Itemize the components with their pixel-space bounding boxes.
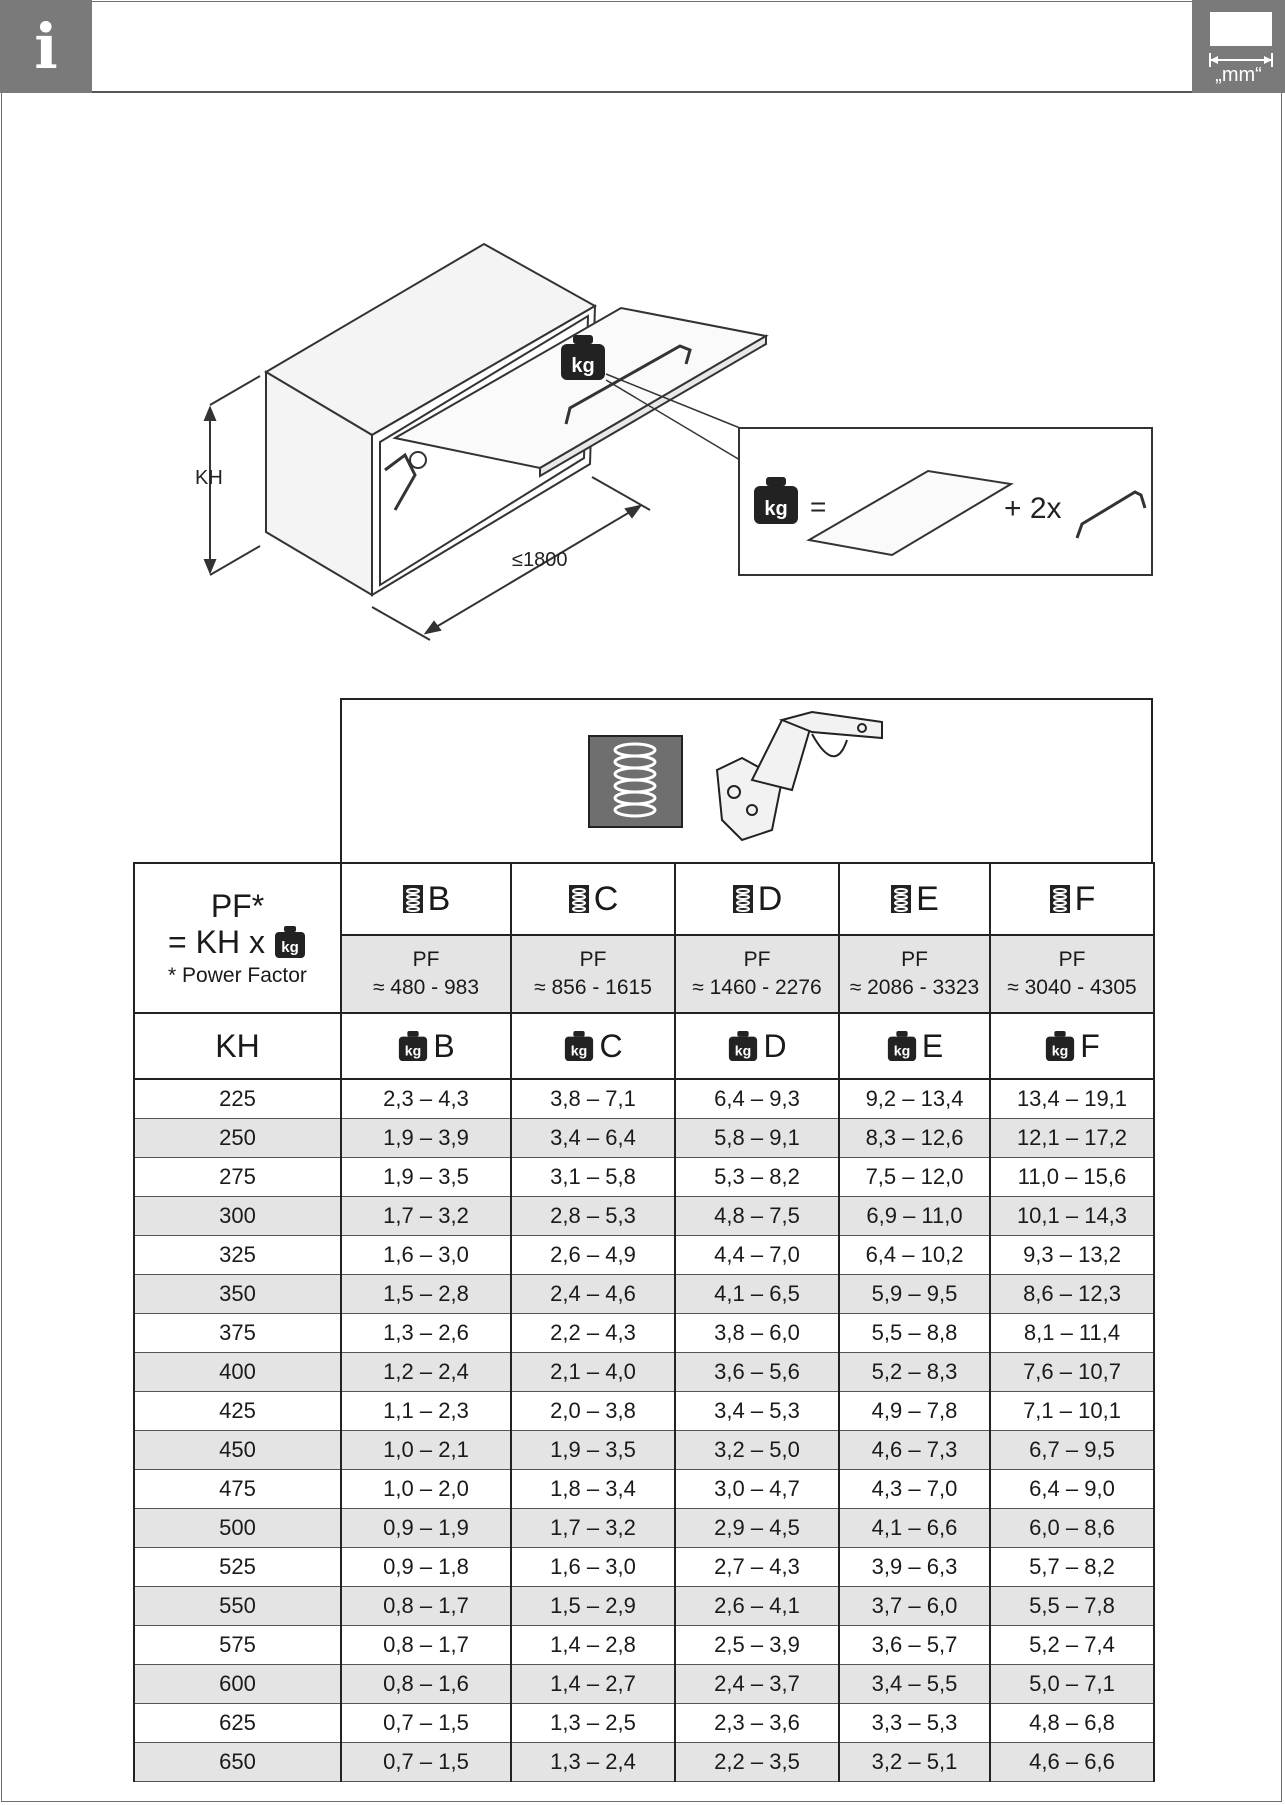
weight-range-cell: 7,5 – 12,0 (839, 1157, 990, 1196)
weight-range-cell: 1,3 – 2,6 (341, 1313, 511, 1352)
weight-range-cell: 7,1 – 10,1 (990, 1391, 1154, 1430)
kh-value: 275 (134, 1157, 341, 1196)
weight-range-cell: 2,5 – 3,9 (675, 1625, 839, 1664)
weight-range-cell: 3,2 – 5,1 (839, 1742, 990, 1781)
weight-range-cell: 2,3 – 3,6 (675, 1703, 839, 1742)
weight-range-cell: 0,9 – 1,8 (341, 1547, 511, 1586)
weight-header-e: kg E (839, 1013, 990, 1079)
weight-range-cell: 2,9 – 4,5 (675, 1508, 839, 1547)
weight-range-cell: 11,0 – 15,6 (990, 1157, 1154, 1196)
svg-text:kg: kg (281, 939, 299, 956)
kg-icon (1044, 1030, 1076, 1062)
weight-range-cell: 1,6 – 3,0 (511, 1547, 675, 1586)
weight-range-cell: 3,0 – 4,7 (675, 1469, 839, 1508)
weight-range-cell: 1,9 – 3,5 (511, 1430, 675, 1469)
weight-range-cell: 1,6 – 3,0 (341, 1235, 511, 1274)
weight-range-cell: 1,3 – 2,4 (511, 1742, 675, 1781)
weight-range-cell: 6,9 – 11,0 (839, 1196, 990, 1235)
unit-indicator (1192, 0, 1285, 93)
weight-header-c: kg C (511, 1013, 675, 1079)
cabinet-illustration (0, 230, 1285, 650)
weight-range-cell: 6,4 – 10,2 (839, 1235, 990, 1274)
model-header-c: C (511, 863, 675, 935)
weight-range-cell: 5,3 – 8,2 (675, 1157, 839, 1196)
kh-value: 450 (134, 1430, 341, 1469)
model-header-b: B (341, 863, 511, 935)
header-bar (0, 0, 1285, 93)
weight-range-cell: 3,6 – 5,6 (675, 1352, 839, 1391)
kg-icon (273, 925, 307, 959)
spring-model-icon (1049, 884, 1071, 914)
weight-range-cell: 2,3 – 4,3 (341, 1079, 511, 1118)
weight-range-cell: 5,0 – 7,1 (990, 1664, 1154, 1703)
weight-range-cell: 1,1 – 2,3 (341, 1391, 511, 1430)
svg-text:kg: kg (571, 355, 595, 377)
kh-value: 600 (134, 1664, 341, 1703)
weight-range-cell: 0,8 – 1,7 (341, 1586, 511, 1625)
kh-column-header: KH (134, 1013, 341, 1079)
kg-icon (727, 1030, 759, 1062)
weight-range-cell: 2,2 – 4,3 (511, 1313, 675, 1352)
weight-range-cell: 0,8 – 1,7 (341, 1625, 511, 1664)
pf-title: PF* (210, 888, 265, 924)
table-row (134, 1196, 1154, 1235)
weight-range-cell: 8,3 – 12,6 (839, 1118, 990, 1157)
table-row (134, 1625, 1154, 1664)
spring-model-icon (402, 884, 424, 914)
weight-range-cell: 2,2 – 3,5 (675, 1742, 839, 1781)
table-row (134, 1508, 1154, 1547)
table-row (134, 1157, 1154, 1196)
weight-range-cell: 4,3 – 7,0 (839, 1469, 990, 1508)
svg-text:kg: kg (1051, 1042, 1069, 1059)
weight-range-cell: 0,7 – 1,5 (341, 1742, 511, 1781)
weight-range-cell: 6,7 – 9,5 (990, 1430, 1154, 1469)
kh-value: 350 (134, 1274, 341, 1313)
ruler-icon (1192, 0, 1285, 70)
table-row (134, 1703, 1154, 1742)
weight-range-cell: 5,5 – 8,8 (839, 1313, 990, 1352)
weight-range-cell: 2,4 – 3,7 (675, 1664, 839, 1703)
weight-range-cell: 6,4 – 9,0 (990, 1469, 1154, 1508)
weight-range-cell: 4,8 – 7,5 (675, 1196, 839, 1235)
weight-range-cell: 3,8 – 6,0 (675, 1313, 839, 1352)
spring-model-icon (568, 884, 590, 914)
weight-range-cell: 0,7 – 1,5 (341, 1703, 511, 1742)
weight-range-cell: 3,9 – 6,3 (839, 1547, 990, 1586)
weight-range-cell: 1,9 – 3,9 (341, 1118, 511, 1157)
pf-range-e: PF ≈ 2086 - 3323 (839, 935, 990, 1013)
pf-range-c: PF ≈ 856 - 1615 (511, 935, 675, 1013)
weight-range-cell: 2,1 – 4,0 (511, 1352, 675, 1391)
kh-value: 625 (134, 1703, 341, 1742)
weight-range-cell: 3,7 – 6,0 (839, 1586, 990, 1625)
weight-range-cell: 2,8 – 5,3 (511, 1196, 675, 1235)
weight-range-cell: 3,4 – 6,4 (511, 1118, 675, 1157)
spring-model-icon (732, 884, 754, 914)
model-header-f: F (990, 863, 1154, 935)
weight-range-cell: 5,2 – 8,3 (839, 1352, 990, 1391)
table-row (134, 1352, 1154, 1391)
model-header-e: E (839, 863, 990, 935)
table-row (134, 1430, 1154, 1469)
weight-range-cell: 2,6 – 4,1 (675, 1586, 839, 1625)
weight-range-cell: 2,7 – 4,3 (675, 1547, 839, 1586)
kh-value: 500 (134, 1508, 341, 1547)
kh-value: 475 (134, 1469, 341, 1508)
kh-value: 425 (134, 1391, 341, 1430)
pf-footnote: * Power Factor (168, 964, 307, 987)
weight-range-cell: 1,4 – 2,8 (511, 1625, 675, 1664)
table-row (134, 1079, 1154, 1118)
weight-range-cell: 3,6 – 5,7 (839, 1625, 990, 1664)
load-table (133, 862, 1155, 1782)
weight-range-cell: 4,4 – 7,0 (675, 1235, 839, 1274)
table-row (134, 1274, 1154, 1313)
unit-label: „mm“ (1215, 64, 1262, 86)
table-row (134, 1664, 1154, 1703)
weight-range-cell: 10,1 – 14,3 (990, 1196, 1154, 1235)
svg-text:kg: kg (764, 498, 788, 520)
weight-range-cell: 1,3 – 2,5 (511, 1703, 675, 1742)
weight-range-cell: 5,8 – 9,1 (675, 1118, 839, 1157)
weight-range-cell: 3,4 – 5,5 (839, 1664, 990, 1703)
weight-range-cell: 1,0 – 2,1 (341, 1430, 511, 1469)
weight-range-cell: 5,2 – 7,4 (990, 1625, 1154, 1664)
weight-range-cell: 1,7 – 3,2 (511, 1508, 675, 1547)
kg-icon (397, 1030, 429, 1062)
weight-range-cell: 1,2 – 2,4 (341, 1352, 511, 1391)
kh-value: 300 (134, 1196, 341, 1235)
weight-range-cell: 0,8 – 1,6 (341, 1664, 511, 1703)
table-row (134, 1547, 1154, 1586)
width-dimension-label: ≤1800 (512, 549, 568, 571)
kh-value: 225 (134, 1079, 341, 1118)
mechanism-header (340, 698, 1153, 862)
kg-icon (563, 1030, 595, 1062)
table-row (134, 1118, 1154, 1157)
kh-value: 575 (134, 1625, 341, 1664)
weight-range-cell: 4,6 – 6,6 (990, 1742, 1154, 1781)
weight-range-cell: 3,2 – 5,0 (675, 1430, 839, 1469)
weight-range-cell: 3,3 – 5,3 (839, 1703, 990, 1742)
table-row (134, 1235, 1154, 1274)
spring-model-icon (890, 884, 912, 914)
weight-range-cell: 4,6 – 7,3 (839, 1430, 990, 1469)
weight-range-cell: 1,0 – 2,0 (341, 1469, 511, 1508)
weight-range-cell: 3,8 – 7,1 (511, 1079, 675, 1118)
equation-plus-handles: + 2x (1004, 492, 1062, 525)
weight-range-cell: 13,4 – 19,1 (990, 1079, 1154, 1118)
weight-range-cell: 3,1 – 5,8 (511, 1157, 675, 1196)
pf-range-d: PF ≈ 1460 - 2276 (675, 935, 839, 1013)
weight-range-cell: 1,5 – 2,8 (341, 1274, 511, 1313)
weight-range-cell: 3,4 – 5,3 (675, 1391, 839, 1430)
kh-value: 250 (134, 1118, 341, 1157)
equation-equals: = (810, 491, 827, 522)
table-row (134, 1742, 1154, 1781)
weight-range-cell: 2,4 – 4,6 (511, 1274, 675, 1313)
weight-range-cell: 9,2 – 13,4 (839, 1079, 990, 1118)
pf-range-b: PF ≈ 480 - 983 (341, 935, 511, 1013)
table-row (134, 1469, 1154, 1508)
pf-range-f: PF ≈ 3040 - 4305 (990, 935, 1154, 1013)
weight-range-cell: 4,1 – 6,5 (675, 1274, 839, 1313)
weight-range-cell: 8,1 – 11,4 (990, 1313, 1154, 1352)
weight-header-b: kg B (341, 1013, 511, 1079)
weight-range-cell: 5,9 – 9,5 (839, 1274, 990, 1313)
weight-range-cell: 8,6 – 12,3 (990, 1274, 1154, 1313)
kh-value: 325 (134, 1235, 341, 1274)
weight-header-f: kg F (990, 1013, 1154, 1079)
weight-range-cell: 6,4 – 9,3 (675, 1079, 839, 1118)
kh-value: 375 (134, 1313, 341, 1352)
svg-text:kg: kg (405, 1042, 422, 1059)
weight-range-cell: 9,3 – 13,2 (990, 1235, 1154, 1274)
weight-range-cell: 1,7 – 3,2 (341, 1196, 511, 1235)
weight-range-cell: 1,4 – 2,7 (511, 1664, 675, 1703)
table-row (134, 1391, 1154, 1430)
kh-value: 650 (134, 1742, 341, 1781)
weight-range-cell: 1,5 – 2,9 (511, 1586, 675, 1625)
pf-formula: = KH x (168, 924, 265, 960)
mechanism-illustration (342, 700, 1155, 864)
weight-range-cell: 12,1 – 17,2 (990, 1118, 1154, 1157)
weight-range-cell: 1,9 – 3,5 (341, 1157, 511, 1196)
lift-mechanism-icon (717, 712, 882, 840)
kh-value: 400 (134, 1352, 341, 1391)
weight-range-cell: 4,9 – 7,8 (839, 1391, 990, 1430)
weight-range-cell: 6,0 – 8,6 (990, 1508, 1154, 1547)
weight-range-cell: 4,8 – 6,8 (990, 1703, 1154, 1742)
svg-text:kg: kg (735, 1042, 752, 1059)
weight-range-cell: 4,1 – 6,6 (839, 1508, 990, 1547)
table-row (134, 1313, 1154, 1352)
model-header-d: D (675, 863, 839, 935)
weight-range-cell: 7,6 – 10,7 (990, 1352, 1154, 1391)
weight-range-cell: 2,6 – 4,9 (511, 1235, 675, 1274)
weight-range-cell: 5,7 – 8,2 (990, 1547, 1154, 1586)
weight-range-cell: 1,8 – 3,4 (511, 1469, 675, 1508)
weight-header-d: kg D (675, 1013, 839, 1079)
height-dimension-label: KH (195, 467, 223, 489)
kg-icon (886, 1030, 918, 1062)
weight-range-cell: 2,0 – 3,8 (511, 1391, 675, 1430)
pf-formula-cell (134, 863, 341, 1013)
svg-text:kg: kg (571, 1042, 588, 1059)
svg-text:kg: kg (893, 1042, 911, 1059)
kh-value: 550 (134, 1586, 341, 1625)
kh-value: 525 (134, 1547, 341, 1586)
weight-range-cell: 0,9 – 1,9 (341, 1508, 511, 1547)
weight-range-cell: 5,5 – 7,8 (990, 1586, 1154, 1625)
info-icon: i (0, 0, 92, 93)
table-row (134, 1586, 1154, 1625)
